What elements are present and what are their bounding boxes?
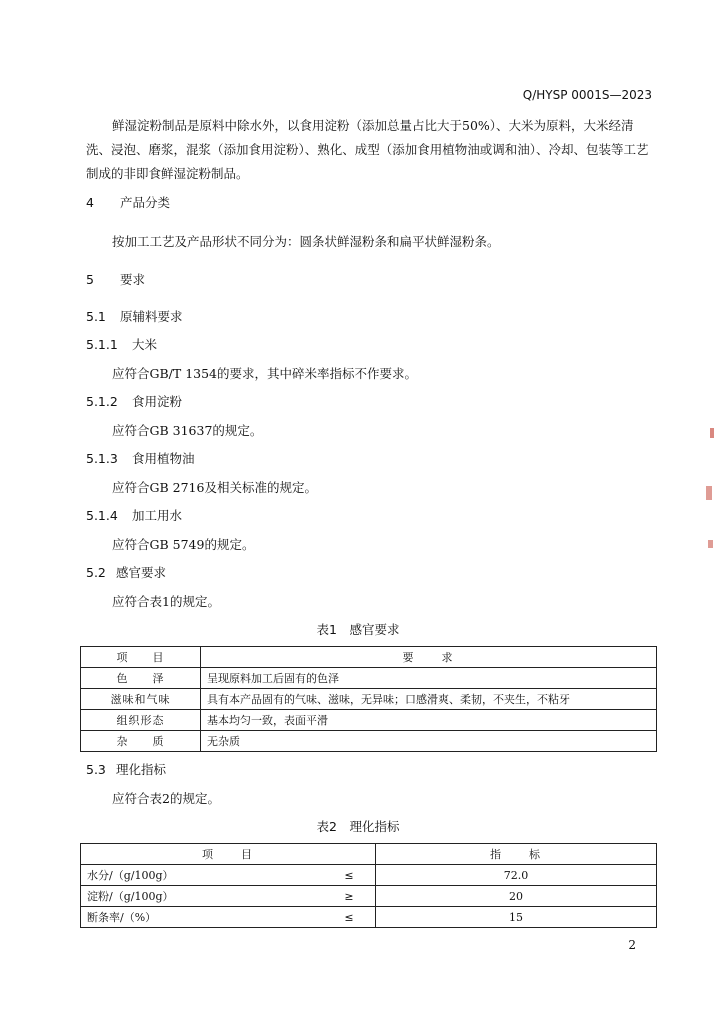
section-title: 理化指标 (116, 762, 167, 777)
table-header-cell: 指 标 (376, 844, 657, 865)
section-5-2-text: 应符合表1的规定。 (112, 594, 220, 609)
section-5-1-2-heading (86, 392, 182, 410)
table-cell: 杂 质 (81, 731, 201, 752)
section-number: 5.1.2 (86, 394, 118, 409)
table-cell: 20 (376, 886, 657, 907)
section-number: 5.1.4 (86, 508, 118, 523)
page-number: 2 (628, 938, 636, 952)
table-cell: 基本均匀一致，表面平滑 (201, 710, 657, 731)
section-number: 5.1 (86, 309, 106, 324)
section-number: 5.1.3 (86, 451, 118, 466)
section-4-text: 按加工工艺及产品形状不同分为：圆条状鲜湿粉条和扁平状鲜湿粉条。 (112, 234, 500, 249)
table-cell: 色 泽 (81, 668, 201, 689)
section-number: 5.3 (86, 762, 106, 777)
section-5-1-3-heading (86, 449, 195, 467)
table-cell: 具有本产品固有的气味、滋味，无异味；口感滑爽、柔韧，不夹生，不粘牙 (201, 689, 657, 710)
section-5-1-4-text: 应符合GB 5749的规定。 (112, 537, 255, 552)
table-header-cell: 项 目 (81, 647, 201, 668)
table-cell: 断条率/（%） (81, 907, 324, 928)
section-number: 5.1.1 (86, 337, 118, 352)
scan-mark (708, 540, 713, 548)
scan-mark (710, 428, 714, 438)
section-5-1-1-text: 应符合GB/T 1354的要求，其中碎米率指标不作要求。 (112, 366, 418, 381)
section-5-3-text: 应符合表2的规定。 (112, 791, 220, 806)
standard-code: Q/HYSP 0001S—2023 (522, 88, 652, 102)
table-row (81, 865, 657, 886)
section-number: 4 (86, 195, 94, 210)
section-title: 感官要求 (116, 565, 167, 580)
section-title: 食用淀粉 (132, 394, 183, 409)
table-row (81, 668, 657, 689)
table-cell: 15 (376, 907, 657, 928)
table-cell: 水分/（g/100g） (81, 865, 324, 886)
sensory-requirements-table (80, 646, 657, 752)
table-cell: 组织形态 (81, 710, 201, 731)
table-cell: 淀粉/（g/100g） (81, 886, 324, 907)
section-number: 5.2 (86, 565, 106, 580)
section-5-1-4-heading (86, 506, 182, 524)
table-row (81, 731, 657, 752)
table-header-row (81, 647, 657, 668)
section-5-2-heading (86, 563, 166, 581)
table-cell: ≤ (323, 865, 376, 886)
table-header-cell: 项 目 (81, 844, 376, 865)
definition-paragraph: 鲜湿淀粉制品是原料中除水外，以食用淀粉（添加总量占比大于50%）、大米为原料，大米经清洗、浸泡、磨浆，混浆（添加食用淀粉）、熟化、成型（添加食用植物油或调和油）、冷却、包装等工艺制成的非即食鲜湿淀粉制品。 (86, 118, 649, 181)
section-title: 产品分类 (120, 195, 171, 210)
table-row (81, 886, 657, 907)
section-5-1-3-text: 应符合GB 2716及相关标准的规定。 (112, 480, 317, 495)
table-header-row (81, 844, 657, 865)
section-5-1-1-heading (86, 335, 157, 353)
section-title: 加工用水 (132, 508, 183, 523)
table-row (81, 689, 657, 710)
section-5-1-heading (86, 307, 183, 325)
table-cell: 滋味和气味 (81, 689, 201, 710)
section-title: 大米 (132, 337, 158, 352)
table-cell: 呈现原料加工后固有的色泽 (201, 668, 657, 689)
section-5-3-heading (86, 760, 166, 778)
section-number: 5 (86, 272, 94, 287)
table-cell: ≥ (323, 886, 376, 907)
physicochemical-table (80, 843, 657, 928)
section-5-1-2-text: 应符合GB 31637的规定。 (112, 423, 263, 438)
section-title: 食用植物油 (132, 451, 195, 466)
table-cell: 72.0 (376, 865, 657, 886)
section-title: 要求 (120, 272, 146, 287)
table-cell: 无杂质 (201, 731, 657, 752)
section-4-heading (86, 193, 170, 211)
section-title: 原辅料要求 (120, 309, 183, 324)
table-cell: ≤ (323, 907, 376, 928)
table1-caption: 表1 感官要求 (316, 622, 400, 637)
section-5-heading (86, 270, 145, 288)
table-row (81, 907, 657, 928)
table-row (81, 710, 657, 731)
scan-mark (706, 486, 712, 500)
table-header-cell: 要 求 (201, 647, 657, 668)
table2-caption: 表2 理化指标 (316, 819, 400, 834)
